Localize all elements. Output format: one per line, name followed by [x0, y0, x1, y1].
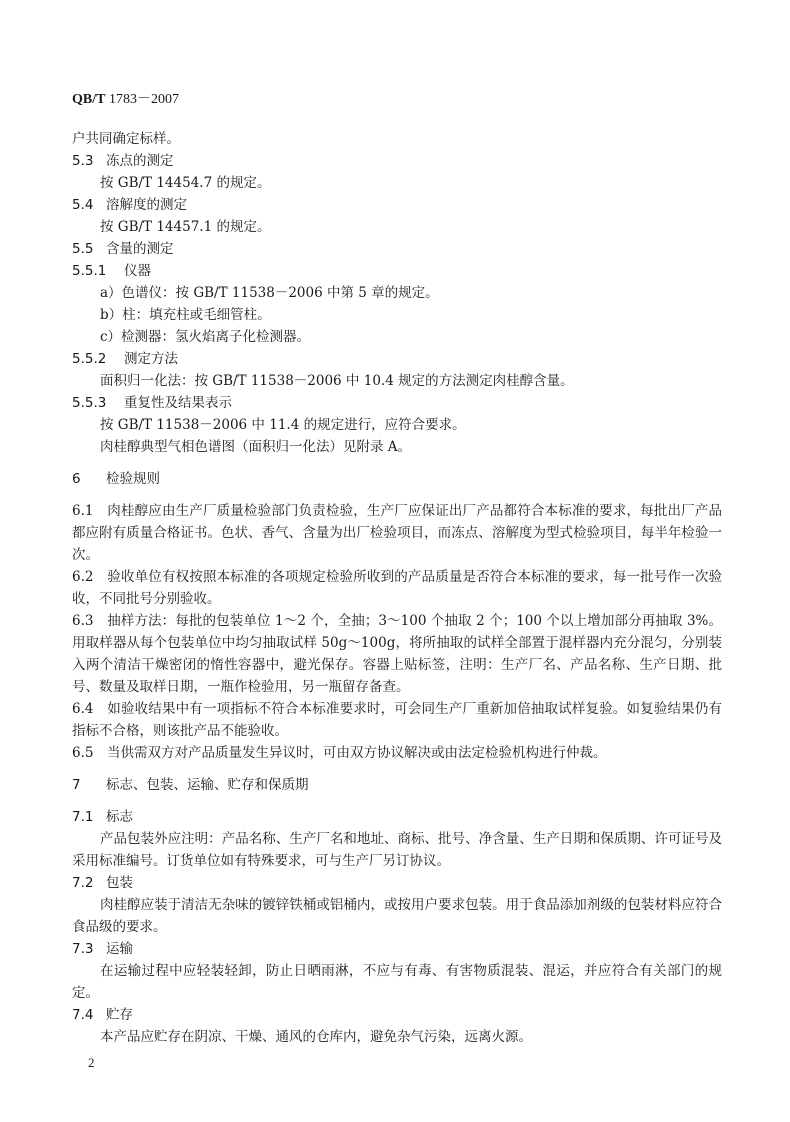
section-5-5-heading: 5.5 含量的测定 [72, 241, 174, 257]
section-7-2-heading: 7.2 包装 [72, 875, 133, 891]
section-5-5-3-body-1: 按 GB/T 11538－2006 中 11.4 的规定进行，应符合要求。 [100, 417, 466, 433]
section-7-2-body: 肉桂醇应装于清洁无杂味的镀锌铁桶或铝桶内，或按用户要求包装。用于食品添加剂级的包装材料应符合食品级的要求。 [72, 897, 722, 935]
section-7-4-body: 本产品应贮存在阴凉、干燥、通风的仓库内，避免杂气污染，远离火源。 [100, 1029, 532, 1045]
section-5-5-1-heading: 5.5.1 仪器 [72, 263, 151, 279]
clause-6-2: 6.2 验收单位有权按照本标准的各项规定检验所收到的产品质量是否符合本标准的要求，每一批号作一次验收，不同批号分别验收。 [72, 569, 722, 607]
clause-6-5: 6.5 当供需双方对产品质量发生异议时，可由双方协议解决或由法定检验机构进行仲裁。 [72, 745, 607, 761]
clause-6-3: 6.3 抽样方法：每批的包装单位 1～2 个，全抽；3～100 个抽取 2 个；100 个以上增加部分再抽取 3%。用取样器从每个包装单位中均匀抽取试样 50g～100g，将所抽取的试样全部置于混样器内充分混匀，分别装入两个清洁干燥密闭的惰性容器中，避光保存。容器上贴标签，注明：生产厂名、产品名称、生产日期、批号、数量及取样日期，一瓶作检验用，另一瓶留存备查。 [72, 613, 722, 695]
section-5-3-heading: 5.3 冻点的测定 [72, 153, 174, 169]
section-7-1-body: 产品包装外应注明：产品名称、生产厂名和地址、商标、批号、净含量、生产日期和保质期、许可证号及采用标准编号。订货单位如有特殊要求，可与生产厂另订协议。 [72, 831, 722, 869]
list-item-a: a）色谱仪：按 GB/T 11538－2006 中第 5 章的规定。 [100, 285, 439, 301]
clause-6-4: 6.4 如验收结果中有一项指标不符合本标准要求时，可会同生产厂重新加倍抽取试样复验。如复验结果仍有指标不合格，则该批产品不能验收。 [72, 701, 722, 739]
section-7-4-heading: 7.4 贮存 [72, 1007, 133, 1023]
standard-number: 1783－2007 [108, 92, 179, 107]
document-body [72, 128, 722, 1048]
continuation-line: 户共同确定标样。 [72, 131, 180, 147]
section-5-3-body: 按 GB/T 14454.7 的规定。 [100, 175, 271, 191]
list-item-b: b）柱：填充柱或毛细管柱。 [100, 307, 271, 323]
clause-6-1: 6.1 肉桂醇应由生产厂质量检验部门负责检验，生产厂应保证出厂产品都符合本标准的要求，每批出厂产品都应附有质量合格证书。色状、香气、含量为出厂检验项目，而冻点、溶解度为型式检验项目，每半年检验一次。 [72, 503, 722, 563]
section-7-3-heading: 7.3 运输 [72, 941, 133, 957]
section-5-5-2-heading: 5.5.2 测定方法 [72, 351, 178, 367]
section-5-5-2-body: 面积归一化法：按 GB/T 11538－2006 中 10.4 规定的方法测定肉桂醇含量。 [100, 373, 574, 389]
list-item-c: c）检测器：氢火焰离子化检测器。 [100, 329, 311, 345]
page-number: 2 [88, 1055, 95, 1070]
section-5-4-body: 按 GB/T 14457.1 的规定。 [100, 219, 271, 235]
section-7-1-heading: 7.1 标志 [72, 809, 133, 825]
section-6-heading: 6 检验规则 [72, 471, 160, 487]
standard-header [72, 88, 179, 108]
section-7-3-body: 在运输过程中应轻装轻卸，防止日晒雨淋，不应与有毒、有害物质混装、混运，并应符合有关部门的规定。 [72, 963, 722, 1001]
section-5-5-3-heading: 5.5.3 重复性及结果表示 [72, 395, 232, 411]
section-7-heading: 7 标志、包装、运输、贮存和保质期 [72, 777, 309, 793]
section-5-5-3-body-2: 肉桂醇典型气相色谱图（面积归一化法）见附录 A。 [100, 439, 412, 455]
standard-code: QB/T [72, 92, 106, 107]
section-5-4-heading: 5.4 溶解度的测定 [72, 197, 187, 213]
